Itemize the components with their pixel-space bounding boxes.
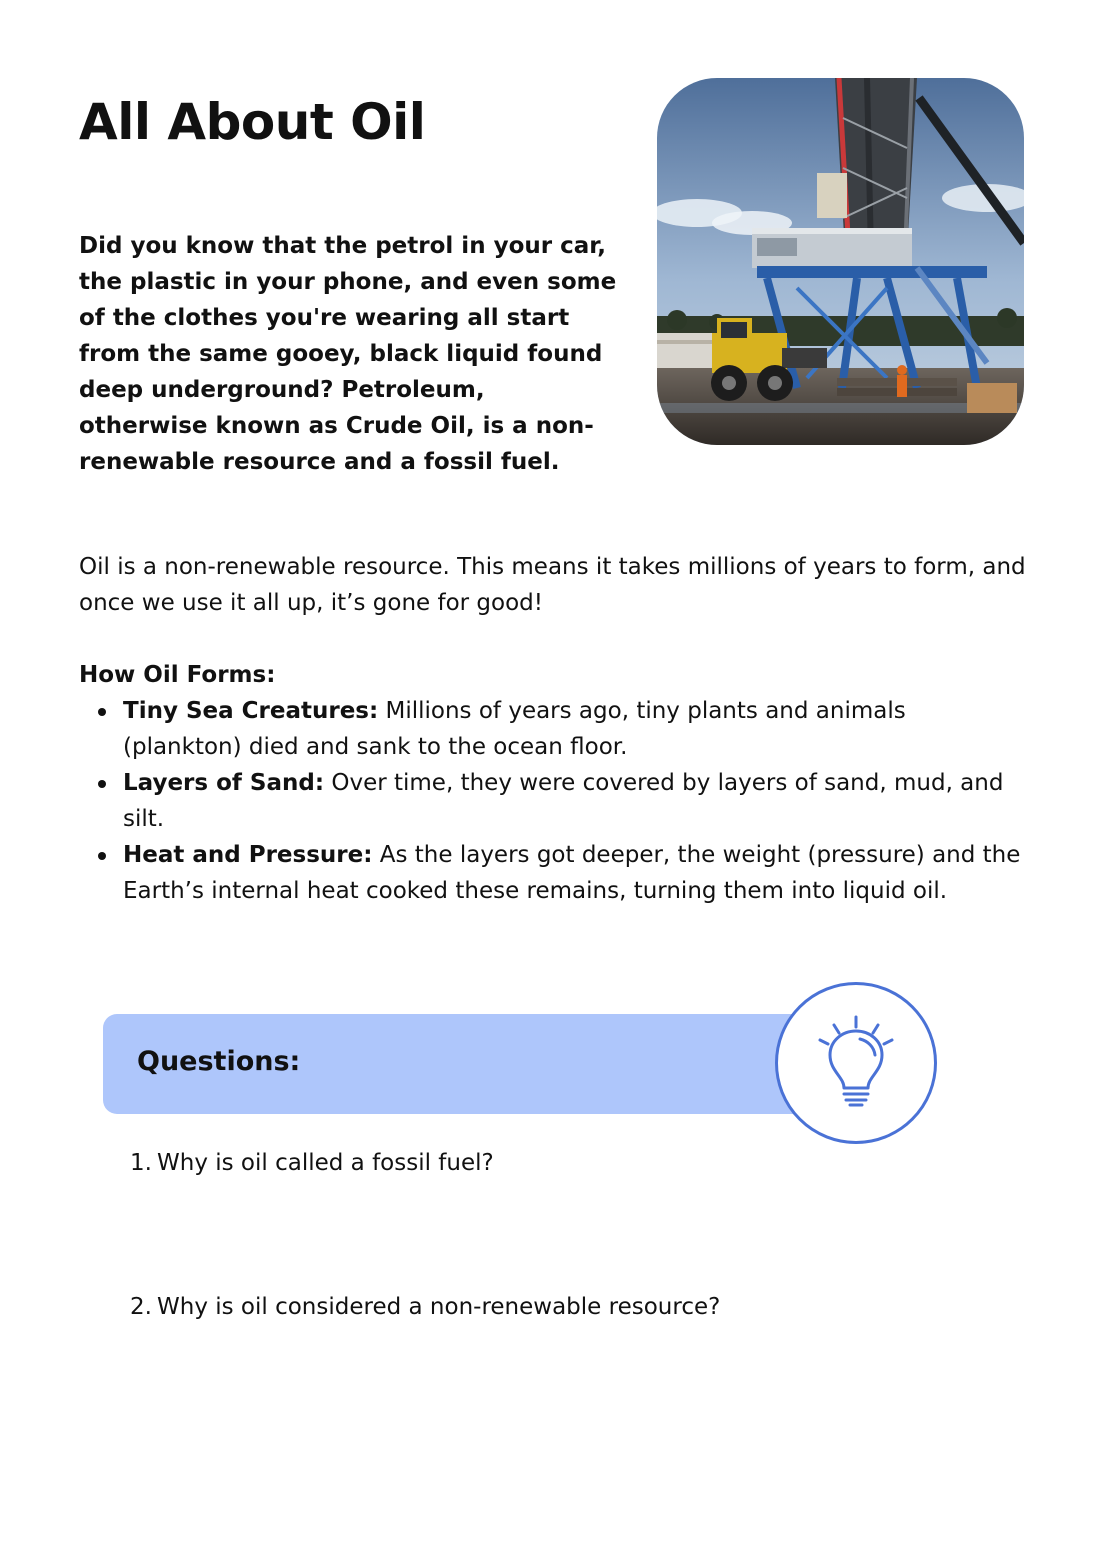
list-item-term: Heat and Pressure: xyxy=(123,842,373,868)
list-item-term: Layers of Sand: xyxy=(123,770,325,796)
list-item-text: Over time, they were covered by layers of sand, mud, and silt. xyxy=(123,770,1004,832)
body-paragraph: Oil is a non-renewable resource. This means it takes millions of years to form, and once we use it all up, it’s gone for good! xyxy=(79,554,1026,616)
list-item xyxy=(79,837,1029,909)
question-item xyxy=(130,1289,720,1325)
question-text: Why is oil called a fossil fuel? xyxy=(157,1150,494,1176)
question-text: Why is oil considered a non-renewable resource? xyxy=(157,1294,721,1320)
list-item-text: As the layers got deeper, the weight (pressure) and the Earth’s internal heat cooked these remains, turning them into liquid oil. xyxy=(123,842,1021,904)
oil-rig-photo xyxy=(657,78,1024,445)
list-item xyxy=(79,765,1029,837)
questions-list xyxy=(130,1145,720,1433)
intro-text: Did you know that the petrol in your car, the plastic in your phone, and even some of the clothes you're wearing all start from the same gooey, black liquid found deep underground? Petroleum, otherwise known as Crude Oil, is a non-renewable resource and a fossil fuel. xyxy=(79,233,617,475)
list-item-term: Tiny Sea Creatures: xyxy=(123,698,379,724)
question-number: 2. xyxy=(130,1294,152,1320)
questions-banner xyxy=(103,1014,823,1114)
question-item xyxy=(130,1145,720,1181)
page-title: All About Oil xyxy=(79,93,426,151)
question-number: 1. xyxy=(130,1150,152,1176)
how-oil-forms-heading: How Oil Forms: xyxy=(79,662,276,688)
questions-label: Questions: xyxy=(137,1046,301,1077)
list-item xyxy=(79,693,1029,765)
list-item-text: Millions of years ago, tiny plants and animals (plankton) died and sank to the ocean floor. xyxy=(123,698,906,760)
how-oil-forms-list xyxy=(79,693,1029,909)
lightbulb-icon xyxy=(775,982,937,1144)
